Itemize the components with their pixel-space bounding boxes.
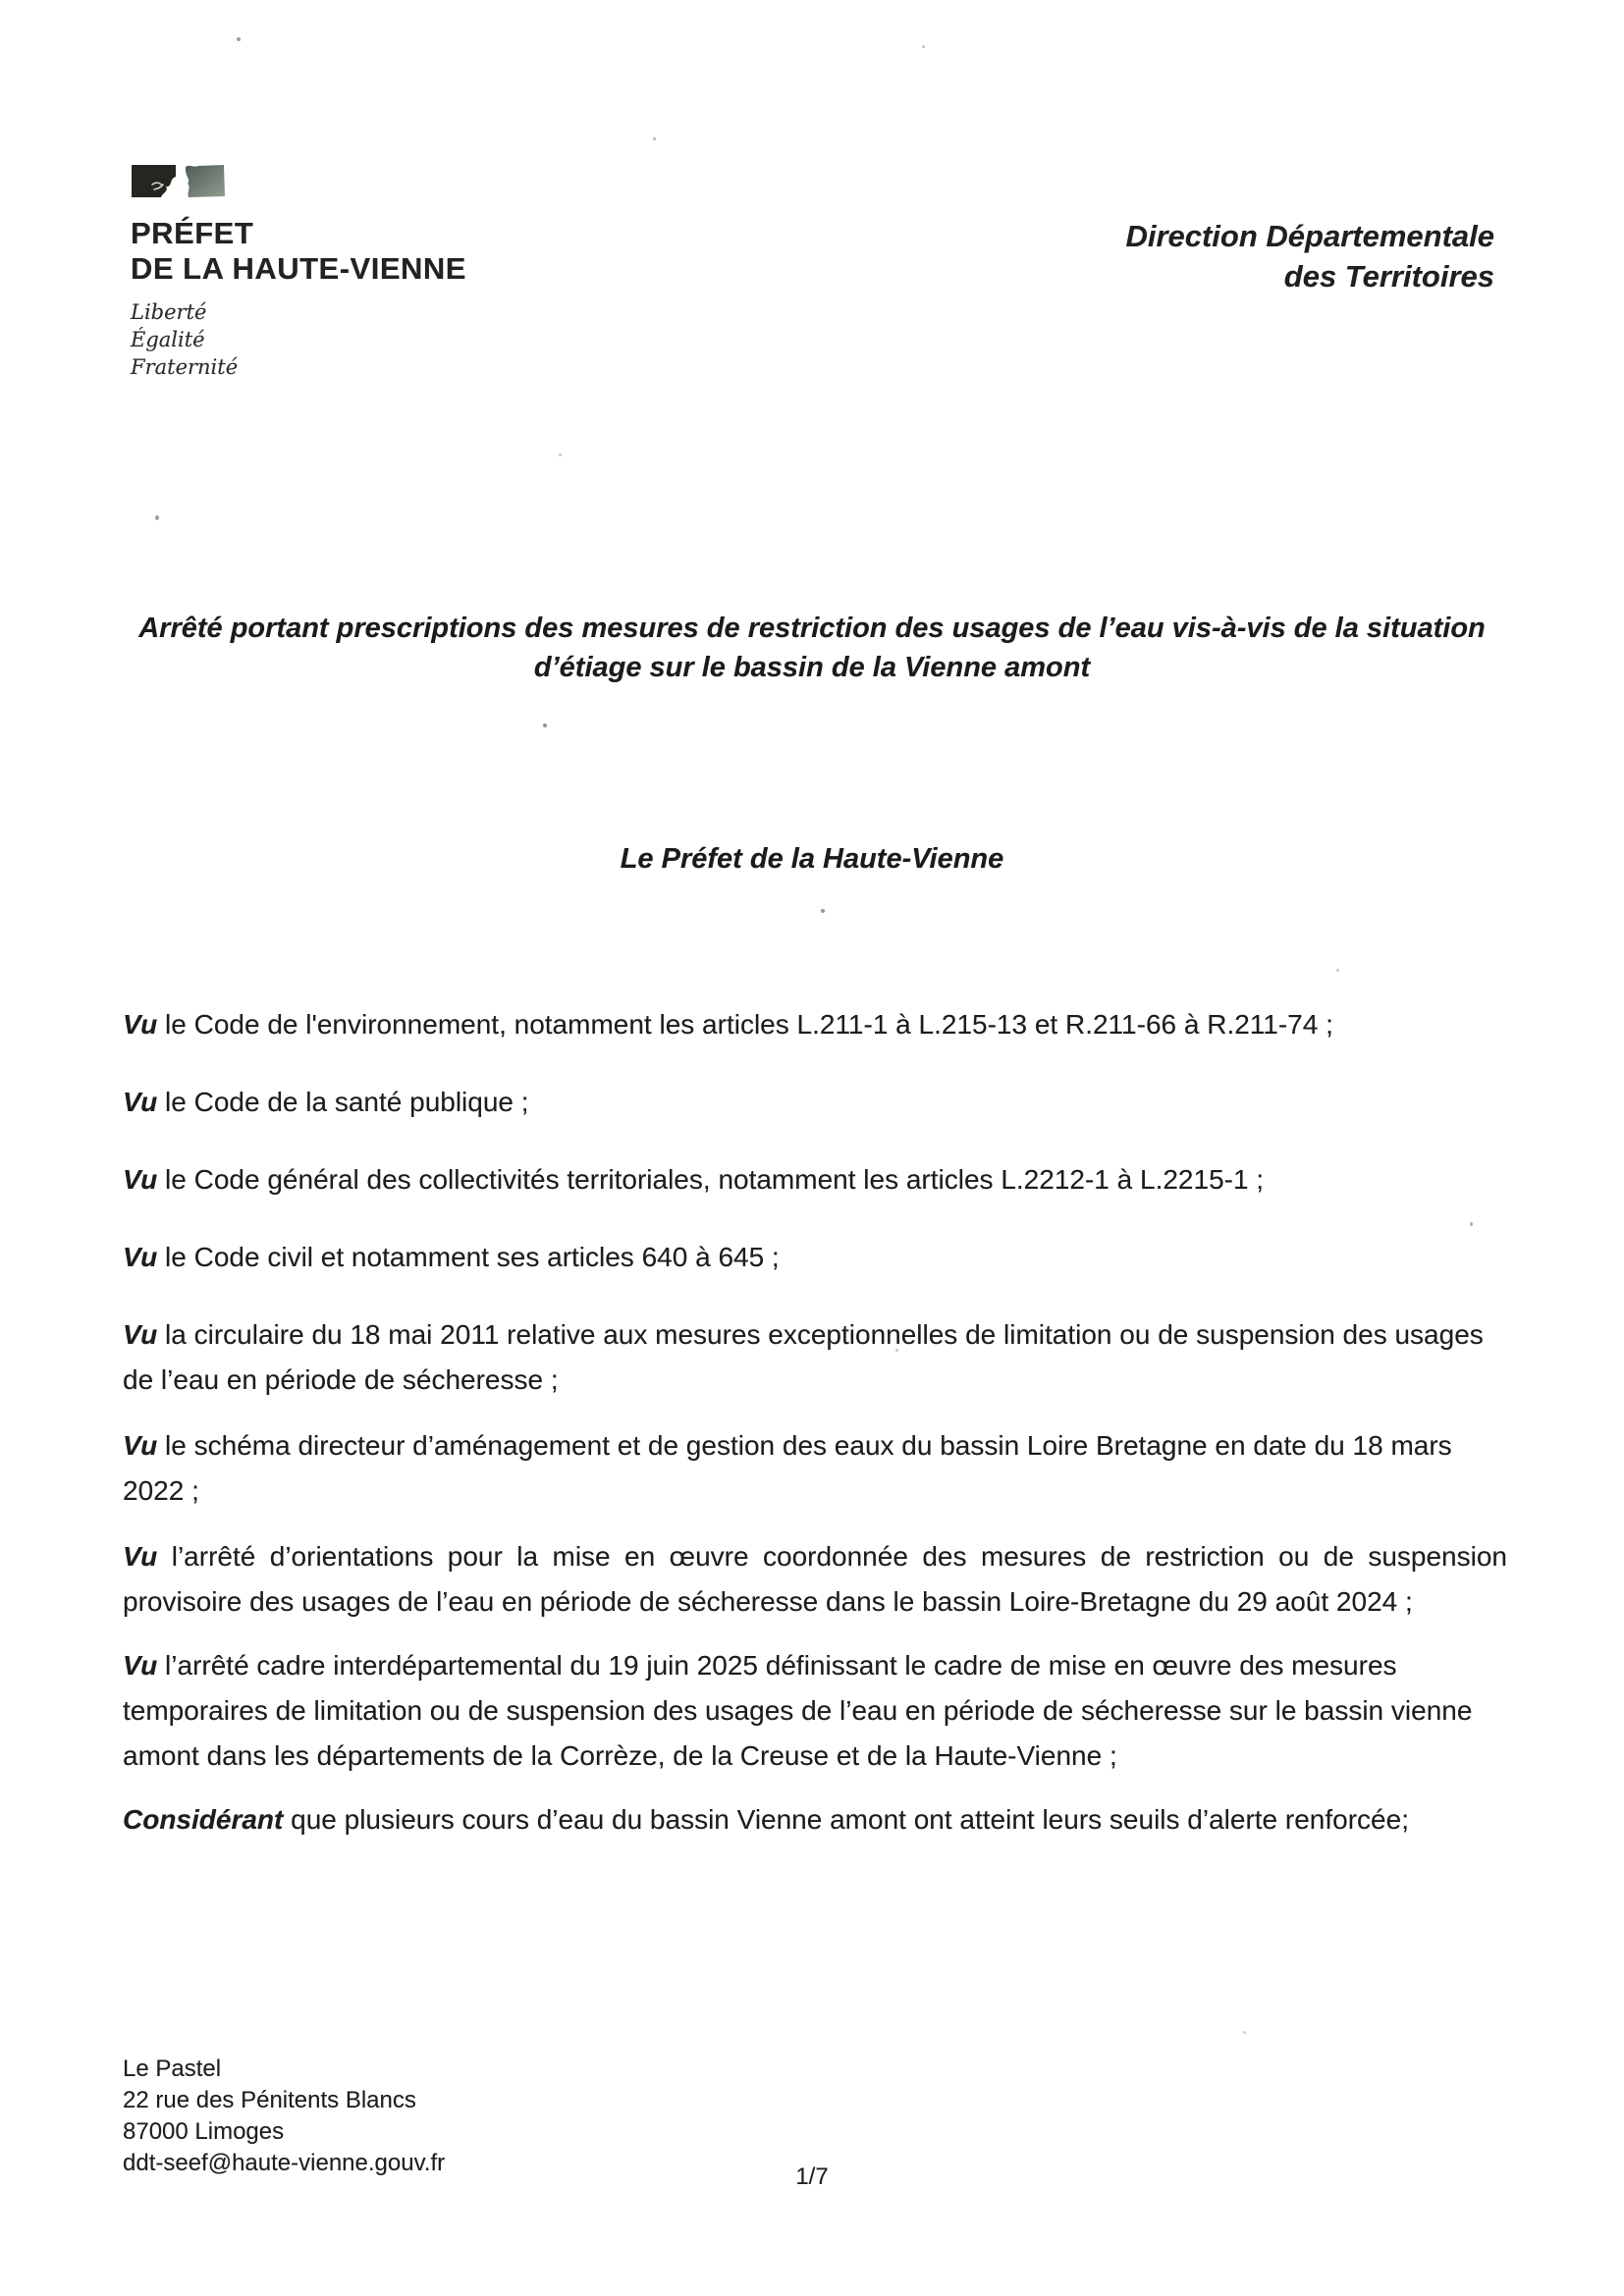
footer-street: 22 rue des Pénitents Blancs xyxy=(123,2087,416,2113)
issuing-service xyxy=(1125,216,1494,296)
scan-speck xyxy=(1336,969,1339,972)
recital-lead: Vu xyxy=(123,1430,158,1461)
recital-text: l’arrêté cadre interdépartemental du 19 juin 2025 définissant le cadre de mise en œuvre des mesures temporaires de limitation ou de suspension des usages de l’eau en période de sécheresse sur le bassin vienne amont dans les départements de la Corrèze, de la Creuse et de la Haute-Vienne ; xyxy=(123,1650,1473,1771)
ministry-name xyxy=(131,216,466,287)
recital-text: le Code civil et notamment ses articles 640 à 645 ; xyxy=(157,1242,780,1272)
recital-paragraph xyxy=(123,1643,1507,1779)
scan-speck xyxy=(895,1349,898,1352)
scan-speck xyxy=(1243,2031,1246,2034)
recital-paragraph xyxy=(123,1157,1507,1202)
recital-lead: Vu xyxy=(123,1087,158,1117)
recital-paragraph xyxy=(123,1423,1507,1514)
ministry-name-line1: PRÉFET xyxy=(131,216,254,250)
recital-text: le Code de la santé publique ; xyxy=(157,1087,529,1117)
motto-egalite: Égalité xyxy=(131,328,205,351)
recital-lead: Vu xyxy=(123,1009,158,1040)
recitals-section xyxy=(123,1002,1507,1875)
republic-motto xyxy=(131,298,466,381)
recital-text: le Code général des collectivités territoriales, notamment les articles L.2212-1 à L.2215-1 ; xyxy=(157,1164,1265,1195)
recital-lead: Vu xyxy=(123,1541,158,1572)
footer-building: Le Pastel xyxy=(123,2056,222,2082)
scan-speck xyxy=(543,723,547,727)
motto-liberte: Liberté xyxy=(131,300,207,324)
recital-lead: Vu xyxy=(123,1164,158,1195)
considerant-text: que plusieurs cours d’eau du bassin Vienne amont ont atteint leurs seuils d’alerte renforcée; xyxy=(283,1804,1409,1835)
scan-speck xyxy=(559,454,562,456)
document-title-line2: d’étiage sur le bassin de la Vienne amont xyxy=(533,652,1091,683)
issuing-service-line2: des Territoires xyxy=(1283,259,1494,294)
footer-city: 87000 Limoges xyxy=(123,2118,285,2145)
recital-text: le schéma directeur d’aménagement et de gestion des eaux du bassin Loire Bretagne en date du 18 mars 2022 ; xyxy=(123,1430,1452,1506)
recital-paragraph xyxy=(123,1534,1507,1625)
document-subtitle: Le Préfet de la Haute-Vienne xyxy=(620,843,1004,875)
document-title-line1: Arrêté portant prescriptions des mesures de restriction des usages de l’eau vis-à-vis de la situation xyxy=(138,613,1486,644)
scan-speck xyxy=(237,37,241,41)
recital-paragraph xyxy=(123,1002,1507,1047)
recital-text: l’arrêté d’orientations pour la mise en œuvre coordonnée des mesures de restriction ou de suspension provisoire des usages de l’eau en période de sécheresse dans le bassin Loire-Bretagne du 29 août 2024 ; xyxy=(123,1541,1507,1617)
scan-speck xyxy=(155,515,159,520)
recital-lead: Vu xyxy=(123,1319,158,1350)
ministry-name-line2: DE LA HAUTE-VIENNE xyxy=(131,251,466,286)
prefecture-header-block xyxy=(131,163,466,381)
scan-speck xyxy=(653,137,656,140)
footer-address-block xyxy=(123,2054,445,2179)
recital-lead: Vu xyxy=(123,1650,158,1681)
motto-fraternite: Fraternité xyxy=(131,355,239,379)
footer-email: ddt-seef@haute-vienne.gouv.fr xyxy=(123,2150,446,2176)
considerant-paragraph xyxy=(123,1797,1507,1842)
scan-speck xyxy=(821,909,825,913)
recital-paragraph xyxy=(123,1235,1507,1280)
considerant-lead: Considérant xyxy=(123,1804,284,1835)
scan-speck xyxy=(922,45,925,48)
document-title xyxy=(59,609,1565,687)
recital-text: le Code de l'environnement, notamment les articles L.211-1 à L.215-13 et R.211-66 à R.211-74 ; xyxy=(157,1009,1333,1040)
scan-speck xyxy=(1470,1222,1473,1226)
recital-lead: Vu xyxy=(123,1242,158,1272)
recital-paragraph xyxy=(123,1080,1507,1125)
page-number: 1/7 xyxy=(795,2163,829,2190)
recital-text: la circulaire du 18 mai 2011 relative aux mesures exceptionnelles de limitation ou de suspension des usages de l’eau en période de sécheresse ; xyxy=(123,1319,1484,1395)
recital-paragraph xyxy=(123,1312,1507,1403)
issuing-service-line1: Direction Départementale xyxy=(1125,219,1494,253)
marianne-logo-icon xyxy=(131,163,229,200)
